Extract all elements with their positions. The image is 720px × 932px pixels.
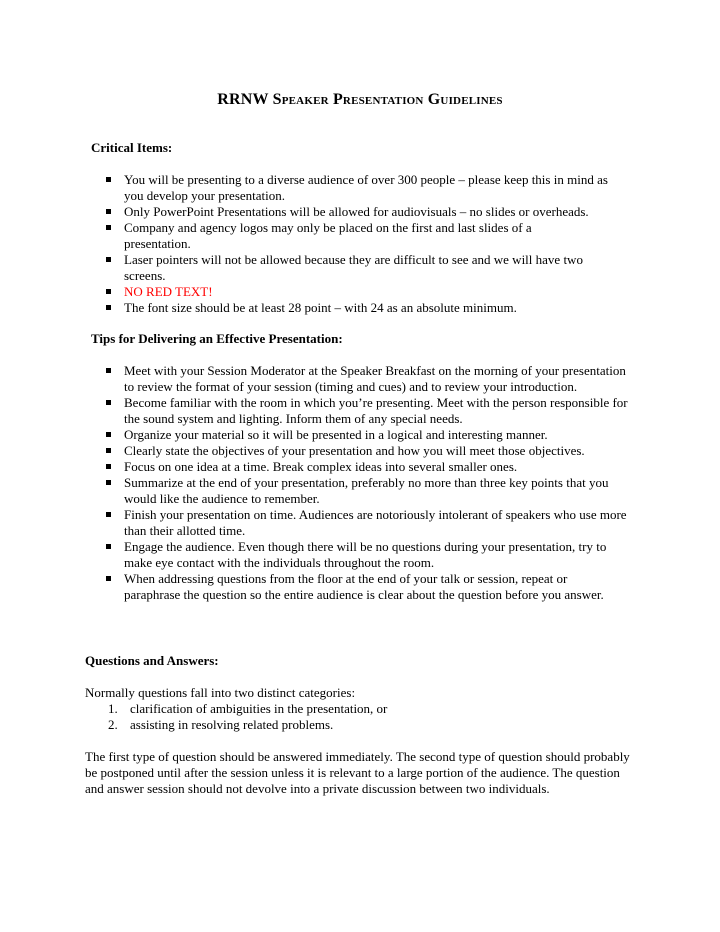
list-item: Organize your material so it will be presented in a logical and interesting manner.	[104, 427, 634, 443]
document-title: RRNW Speaker Presentation Guidelines	[217, 91, 503, 108]
list-item: Clearly state the objectives of your presentation and how you will meet those objectives.	[104, 443, 634, 459]
list-item: Finish your presentation on time. Audiences are notoriously intolerant of speakers who use more than their allotted time.	[104, 507, 634, 539]
list-item: You will be presenting to a diverse audience of over 300 people – please keep this in mind as you develop your presentation.	[104, 172, 624, 204]
list-item	[108, 717, 628, 733]
qa-categories-list	[108, 701, 628, 733]
qa-heading: Questions and Answers:	[85, 653, 219, 668]
list-item: Meet with your Session Moderator at the Speaker Breakfast on the morning of your presentation to review the format of your session (timing and cues) and to review your introduction.	[104, 363, 634, 395]
list-item	[108, 701, 628, 717]
qa-closing-paragraph: The first type of question should be answered immediately. The second type of question should probably be postponed until after the session unless it is relevant to a large portion of the audience. The question and answer session should not devolve into a private discussion between two individuals.	[85, 749, 630, 796]
list-item: Focus on one idea at a time. Break complex ideas into several smaller ones.	[104, 459, 634, 475]
list-item: Only PowerPoint Presentations will be allowed for audiovisuals – no slides or overheads.	[104, 204, 624, 220]
list-number: 2.	[108, 717, 118, 732]
tips-heading: Tips for Delivering an Effective Presentation:	[91, 331, 343, 346]
list-item: The font size should be at least 28 point – with 24 as an absolute minimum.	[104, 300, 624, 316]
list-item: Become familiar with the room in which you’re presenting. Meet with the person responsible for the sound system and lighting. Inform them of any special needs.	[104, 395, 634, 427]
list-item: Company and agency logos may only be placed on the first and last slides of a presentation.	[104, 220, 624, 252]
list-item-text: assisting in resolving related problems.	[130, 717, 334, 732]
list-item: When addressing questions from the floor at the end of your talk or session, repeat or paraphrase the question so the entire audience is clear about the question before you answer.	[104, 571, 634, 603]
list-item-text: clarification of ambiguities in the presentation, or	[130, 701, 388, 716]
critical-items-list	[104, 172, 624, 316]
list-number: 1.	[108, 701, 118, 716]
list-item: Laser pointers will not be allowed because they are difficult to see and we will have two screens.	[104, 252, 624, 284]
red-text-warning: NO RED TEXT!	[104, 284, 624, 300]
list-item: Summarize at the end of your presentation, preferably no more than three key points that you would like the audience to remember.	[104, 475, 634, 507]
qa-intro: Normally questions fall into two distinct categories:	[85, 685, 356, 700]
list-item: Engage the audience. Even though there will be no questions during your presentation, try to make eye contact with the individuals throughout the room.	[104, 539, 634, 571]
critical-items-heading: Critical Items:	[91, 140, 173, 155]
tips-list	[104, 363, 634, 603]
